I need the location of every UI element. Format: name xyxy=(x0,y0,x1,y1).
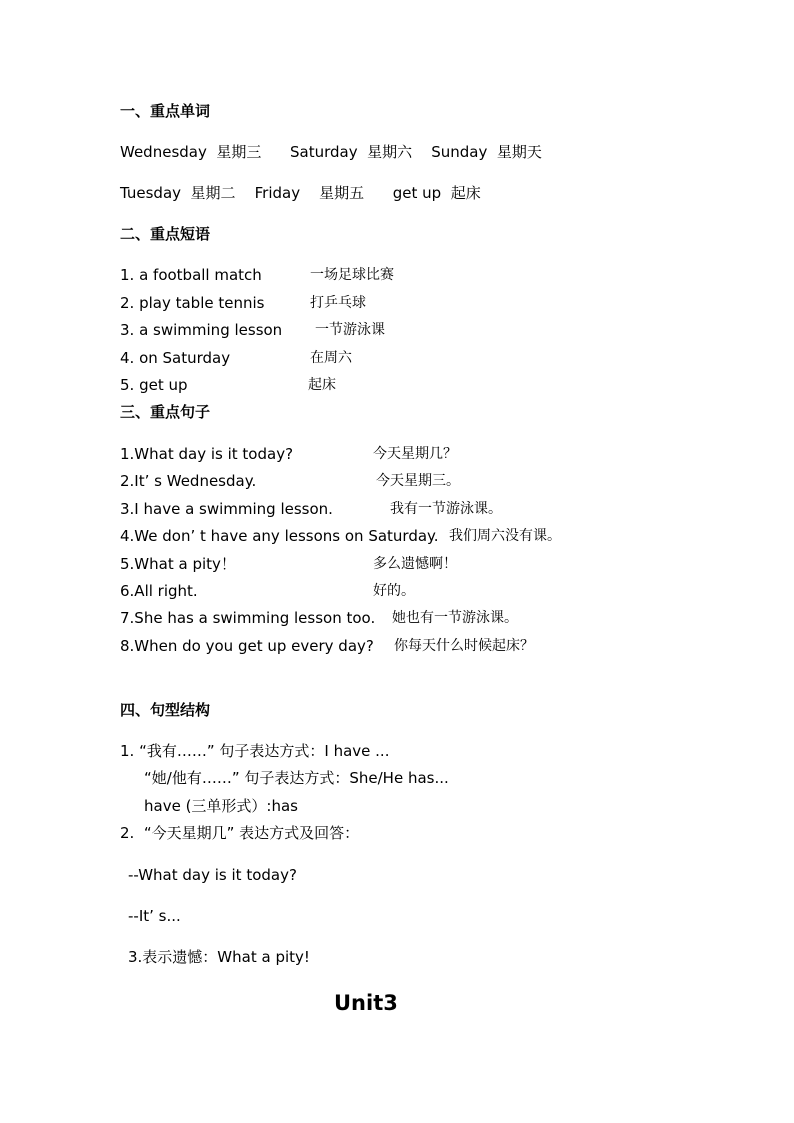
phrase-en: 1. a football match xyxy=(120,266,262,284)
phrase-en: 5. get up xyxy=(120,376,188,394)
section-heading-sentences: 三、重点句子 xyxy=(120,403,211,421)
phrase-cn: 起床 xyxy=(308,377,336,393)
section-heading-words: 一、重点单词 xyxy=(120,102,211,120)
sentence-cn: 你每天什么时候起床？ xyxy=(394,638,534,654)
phrase-en: 4. on Saturday xyxy=(120,349,231,367)
phrase-en: 3. a swimming lesson xyxy=(120,321,283,339)
sentence-cn: 我们周六没有课。 xyxy=(449,528,561,544)
phrase-cn: 一场足球比赛 xyxy=(310,267,394,283)
sentence-en: 8.When do you get up every day? xyxy=(120,637,374,655)
phrase-cn: 在周六 xyxy=(310,350,352,366)
phrase-cn: 打乒乓球 xyxy=(310,295,366,311)
structure-line: --What day is it today? xyxy=(128,866,297,884)
sentence-en: 2.It’ s Wednesday. xyxy=(120,472,257,490)
structure-line: 2. “今天星期几” 表达方式及回答： xyxy=(120,824,360,842)
section-heading-structures: 四、句型结构 xyxy=(120,701,211,719)
unit-title: Unit3 xyxy=(334,991,398,1015)
sentence-en: 3.I have a swimming lesson. xyxy=(120,500,333,518)
words-row-2: Tuesday 星期二 Friday 星期五 get up 起床 xyxy=(120,184,481,202)
structure-line: 1. “我有……” 句子表达方式：I have ... xyxy=(120,742,390,760)
sentence-cn: 她也有一节游泳课。 xyxy=(392,610,518,626)
sentence-cn: 我有一节游泳课。 xyxy=(390,501,502,517)
structure-line: 3.表示遗憾：What a pity! xyxy=(128,948,310,966)
sentence-en: 1.What day is it today? xyxy=(120,445,294,463)
structure-line: “她/他有……” 句子表达方式：She/He has... xyxy=(144,769,449,787)
sentence-en: 7.She has a swimming lesson too. xyxy=(120,609,376,627)
structure-line: have (三单形式）:has xyxy=(144,797,298,815)
sentence-en: 5.What a pity！ xyxy=(120,555,236,573)
sentence-en: 6.All right. xyxy=(120,582,198,600)
sentence-en: 4.We don’ t have any lessons on Saturday. xyxy=(120,527,439,545)
structure-line: --It’ s... xyxy=(128,907,181,925)
section-heading-phrases: 二、重点短语 xyxy=(120,225,211,243)
sentence-cn: 今天星期几？ xyxy=(373,446,457,462)
phrase-en: 2. play table tennis xyxy=(120,294,265,312)
sentence-cn: 多么遗憾啊！ xyxy=(373,556,457,572)
sentence-cn: 好的。 xyxy=(373,583,415,599)
sentence-cn: 今天星期三。 xyxy=(376,473,460,489)
phrase-cn: 一节游泳课 xyxy=(315,322,385,338)
words-row-1: Wednesday 星期三 Saturday 星期六 Sunday 星期天 xyxy=(120,143,542,161)
